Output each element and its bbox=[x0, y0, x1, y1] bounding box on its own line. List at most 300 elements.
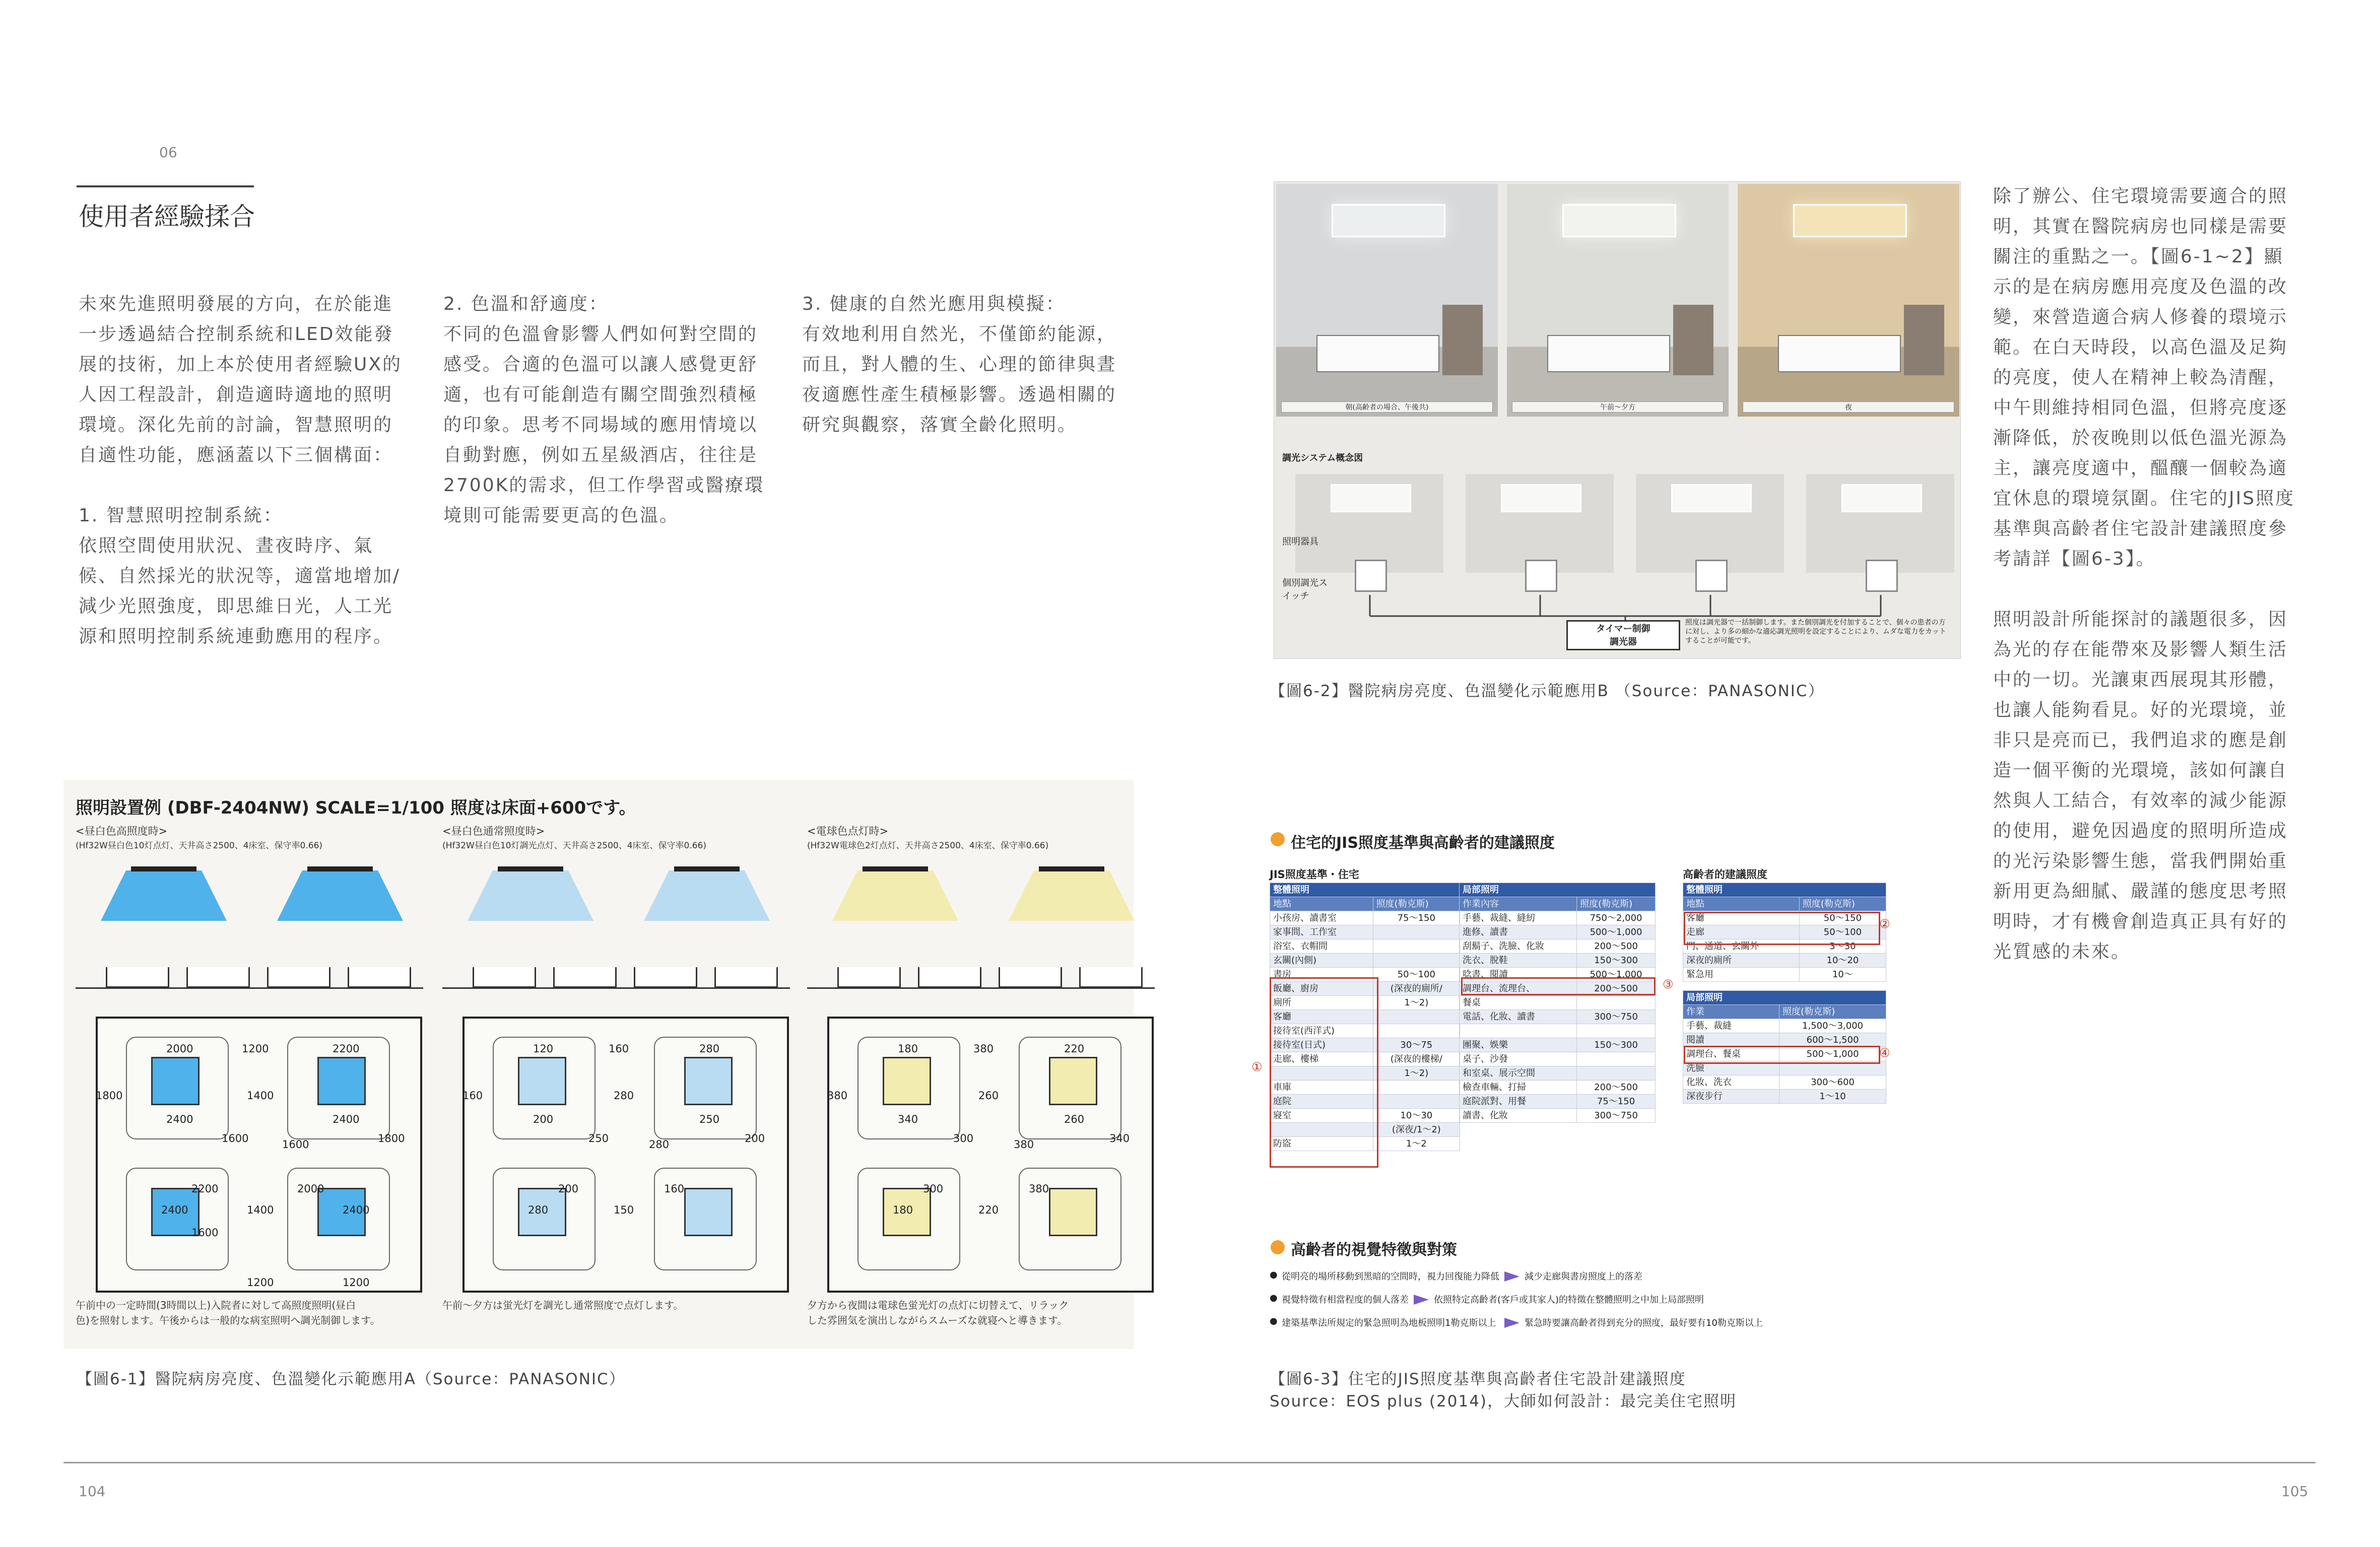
table-cell: 客廳 bbox=[1270, 1010, 1373, 1024]
lux-label: 1200 bbox=[343, 1276, 370, 1289]
column-header: 作業 bbox=[1683, 1005, 1779, 1019]
text-line: 不同的色溫會影響人們如何對空間的 bbox=[443, 324, 758, 345]
text-line: 自動對應，例如五星級酒店，往往是 bbox=[443, 445, 758, 465]
text-line: 依照空間使用狀況、晝夜時序、氣 bbox=[79, 535, 374, 556]
table-cell bbox=[1373, 1095, 1460, 1109]
elder-title: 高齡者的建議照度 bbox=[1683, 868, 1767, 881]
table-row bbox=[1460, 954, 1656, 968]
light-cone bbox=[1009, 870, 1135, 921]
table-cell: 團聚、娛樂 bbox=[1460, 1038, 1577, 1052]
figure-6-3-heading: 住宅的JIS照度基準與高齡者的建議照度 bbox=[1291, 834, 1555, 852]
lux-label: 1600 bbox=[222, 1132, 249, 1145]
bed-elevation bbox=[714, 967, 778, 988]
lux-label: 2400 bbox=[166, 1113, 193, 1125]
lux-label: 340 bbox=[898, 1113, 918, 1125]
table-cell: 餐桌 bbox=[1460, 996, 1577, 1010]
text-line: 光質感的未來。 bbox=[1993, 941, 2131, 962]
text-line: 感受。合適的色溫可以讓人感覺更舒 bbox=[443, 354, 758, 375]
table-cell: 3〜30 bbox=[1799, 939, 1886, 954]
table-cell: 300〜750 bbox=[1577, 1010, 1656, 1024]
figure-6-1-title: 照明設置例 (DBF-2404NW) SCALE=1/100 照度は床面+600です。 bbox=[76, 798, 636, 818]
section-number: 06 bbox=[159, 144, 177, 161]
column-header: 照度(勒克斯) bbox=[1779, 1005, 1886, 1019]
lux-label: 180 bbox=[898, 1043, 918, 1055]
table-row bbox=[1270, 954, 1460, 968]
table-cell: 300〜600 bbox=[1779, 1075, 1886, 1090]
table-row bbox=[1683, 1090, 1886, 1104]
marker-4: ④ bbox=[1879, 1046, 1890, 1060]
table-cell: 防盜 bbox=[1270, 1137, 1373, 1151]
light-fixture bbox=[498, 866, 563, 871]
text-line: 關注的重點之一。【圖6-1~2】顯 bbox=[1993, 246, 2284, 267]
table-cell: 75〜150 bbox=[1577, 1095, 1656, 1109]
table-cell: 500〜1,000 bbox=[1779, 1047, 1886, 1061]
table-cell: 200〜500 bbox=[1577, 982, 1656, 996]
lux-label: 160 bbox=[609, 1043, 629, 1055]
text-line: 有效地利用自然光，不僅節約能源， bbox=[802, 324, 1117, 345]
table-row bbox=[1460, 939, 1656, 954]
scene-note: 午前〜夕方は蛍光灯を調光し通常照度で点灯します。 bbox=[442, 1299, 684, 1311]
table-row bbox=[1270, 925, 1460, 939]
table-cell: 小孩房、讀書室 bbox=[1270, 911, 1373, 925]
figure-6-3 bbox=[1251, 830, 1890, 1354]
table-row bbox=[1683, 1019, 1886, 1033]
table-cell: 桌子、沙發 bbox=[1460, 1052, 1577, 1066]
column-header: 地點 bbox=[1683, 897, 1800, 911]
table-row bbox=[1270, 939, 1460, 954]
room-label: 午前〜夕方 bbox=[1512, 401, 1724, 413]
text-line: 的光污染影響生態，當我們開始重 bbox=[1993, 851, 2288, 871]
text-line: 變，來營造適合病人修養的環境示 bbox=[1993, 307, 2288, 327]
text-line: 的使用，避免因過度的照明所造成 bbox=[1993, 821, 2288, 841]
table-subheader bbox=[1460, 897, 1656, 911]
lux-label: 120 bbox=[533, 1043, 554, 1055]
bullet-solution: 減少走廊與書房照度上的落差 bbox=[1525, 1271, 1642, 1282]
text-line: 候、自然採光的狀況等，適當地增加/ bbox=[79, 566, 401, 586]
table-cell bbox=[1577, 1024, 1656, 1038]
table-cell: 深夜步行 bbox=[1683, 1090, 1779, 1104]
text-line: 適，也有可能創造有關空間強烈積極 bbox=[443, 384, 758, 405]
table-cell: 10〜20 bbox=[1799, 954, 1886, 968]
table-cell: 浴室、衣帽間 bbox=[1270, 939, 1373, 954]
table-cell: 深夜的廁所 bbox=[1683, 954, 1800, 968]
lux-label: 220 bbox=[1064, 1043, 1085, 1055]
figure-6-2-caption: 【圖6-2】醫院病房亮度、色溫變化示範應用B （Source：PANASONIC） bbox=[1270, 682, 1825, 700]
bed-elevation bbox=[553, 967, 617, 988]
floor-line bbox=[76, 987, 423, 989]
lux-label: 380 bbox=[1014, 1138, 1034, 1151]
text-line: 的亮度，使人在精神上較為清醒， bbox=[1993, 367, 2288, 388]
light-fixture bbox=[674, 866, 740, 871]
bullet-problem: 建築基準法所規定的緊急照明為地板照明1勒克斯以上 bbox=[1282, 1318, 1496, 1328]
heading2-bullet-icon bbox=[1271, 1240, 1285, 1254]
table-cell: 50〜100 bbox=[1799, 925, 1886, 939]
table-cell: 1〜10 bbox=[1779, 1090, 1886, 1104]
scene-note: した雰囲気を演出しながらスムーズな就寝へと導きます。 bbox=[807, 1314, 1068, 1326]
lux-label: 1400 bbox=[247, 1204, 274, 1216]
table-cell: 庭院 bbox=[1270, 1095, 1373, 1109]
table-cell: 1〜2) bbox=[1373, 1066, 1460, 1081]
table-cell: 飯廳、廚房 bbox=[1270, 982, 1373, 996]
table-cell: 玄關(內側) bbox=[1270, 954, 1373, 968]
table-row bbox=[1270, 911, 1460, 925]
table-cell: 300〜750 bbox=[1577, 1109, 1656, 1123]
table-row bbox=[1460, 1024, 1656, 1038]
bullet-problem: 視覺特徵有相當程度的個人落差 bbox=[1282, 1295, 1409, 1305]
table-header bbox=[1683, 883, 1886, 897]
table-cell bbox=[1460, 1024, 1577, 1038]
column-header: 地點 bbox=[1270, 897, 1373, 911]
text-line: 研究與觀察，落實全齡化照明。 bbox=[802, 415, 1078, 435]
table-header bbox=[1270, 883, 1460, 897]
lux-label: 2000 bbox=[297, 1183, 324, 1195]
table-row bbox=[1460, 1081, 1656, 1095]
scene-heading: <昼白色通常照度時> bbox=[442, 825, 545, 837]
text-line: 明，其實在醫院病房也同樣是需要 bbox=[1993, 216, 2288, 237]
marker-1: ① bbox=[1251, 1060, 1263, 1074]
table-row bbox=[1683, 954, 1886, 968]
scene-note: 午前中の一定時間(3時間以上)入院者に対して高照度照明(昼白 bbox=[76, 1299, 356, 1311]
text-line: 中午則維持相同色溫，但將亮度逐 bbox=[1993, 397, 2288, 418]
column-header: 照度(勒克斯) bbox=[1373, 897, 1460, 911]
table-cell: (深夜的廁所/ bbox=[1373, 982, 1460, 996]
text-line: 未來先進照明發展的方向，在於能進 bbox=[79, 294, 393, 314]
table-cell: 接待室(西洋式) bbox=[1270, 1024, 1373, 1038]
table-cell: 化妝、洗衣 bbox=[1683, 1075, 1779, 1090]
table-cell: 檢查車輛、打掃 bbox=[1460, 1081, 1577, 1095]
lux-label: 2400 bbox=[333, 1113, 360, 1125]
table-cell: 洗衣、脫鞋 bbox=[1460, 954, 1577, 968]
bullet-dot: ● bbox=[1270, 1316, 1278, 1326]
table-cell bbox=[1373, 939, 1460, 954]
table-cell: 10〜30 bbox=[1373, 1109, 1460, 1123]
text-line: 造一個平衡的光環境，該如何讓自 bbox=[1993, 760, 2288, 781]
page-number-right: 105 bbox=[2281, 1483, 2308, 1500]
table-cell: 車庫 bbox=[1270, 1081, 1373, 1095]
marker-2: ② bbox=[1879, 917, 1890, 931]
column-header: 照度(勒克斯) bbox=[1799, 897, 1886, 911]
table-cell: 調理台、流理台、 bbox=[1460, 982, 1577, 996]
table-cell: 讀書、化妝 bbox=[1460, 1109, 1577, 1123]
text-line: 基準與高齡者住宅設計建議照度參 bbox=[1993, 518, 2288, 539]
text-line: 主，讓亮度適中，醞釀一個較為適 bbox=[1993, 458, 2288, 479]
table-cell: 750〜2,000 bbox=[1577, 911, 1656, 925]
bullet-dot: ● bbox=[1270, 1293, 1278, 1303]
paragraph-gap bbox=[1993, 574, 2316, 604]
table-subheader bbox=[1683, 1005, 1886, 1019]
text-line: 範。在白天時段，以高色溫及足夠 bbox=[1993, 337, 2288, 358]
bed-elevation bbox=[106, 967, 169, 988]
text-line: 境則可能需要更高的色溫。 bbox=[443, 505, 680, 526]
table-cell: 調理台、餐桌 bbox=[1683, 1047, 1779, 1061]
light-cone bbox=[277, 870, 403, 921]
table-cell: 廁所 bbox=[1270, 996, 1373, 1010]
highlight-frame-4 bbox=[1684, 1046, 1880, 1064]
table-cell: 200〜500 bbox=[1577, 1081, 1656, 1095]
scene-heading: <昼白色高照度時> bbox=[76, 825, 168, 837]
table-cell: 75〜150 bbox=[1373, 911, 1460, 925]
text-line: 新用更為細膩、嚴謹的態度思考照 bbox=[1993, 881, 2288, 902]
bed-elevation bbox=[918, 967, 981, 988]
lux-label: 340 bbox=[1109, 1132, 1130, 1145]
scene-spec: (Hf32W昼白色10灯調光点灯、天井高さ2500、4床室、保守率0.66) bbox=[442, 841, 707, 851]
light-fixture bbox=[307, 866, 373, 871]
lux-label: 150 bbox=[614, 1204, 634, 1216]
text-line: 宜休息的環境氛圍。住宅的JIS照度 bbox=[1993, 488, 2295, 509]
lux-label: 200 bbox=[745, 1132, 765, 1145]
table-local-lighting bbox=[1459, 883, 1656, 1123]
table-subheader bbox=[1683, 897, 1886, 911]
lux-label: 220 bbox=[978, 1204, 999, 1216]
table-cell: 進修、讀書 bbox=[1460, 925, 1577, 939]
lux-label: 200 bbox=[533, 1113, 554, 1125]
table-cell: 手藝、裁縫 bbox=[1683, 1019, 1779, 1033]
table-cell: 接待室(日式) bbox=[1270, 1038, 1373, 1052]
light-cone bbox=[644, 870, 770, 921]
table-cell: 客廳 bbox=[1683, 911, 1800, 925]
timer-label: タイマー制御 bbox=[1596, 624, 1650, 634]
light-cone bbox=[832, 870, 958, 921]
lux-label: 1600 bbox=[191, 1227, 219, 1239]
jis-title: JIS照度基準・住宅 bbox=[1270, 868, 1359, 881]
figure-6-1-caption: 【圖6-1】醫院病房亮度、色溫變化示範應用A（Source：PANASONIC） bbox=[77, 1370, 626, 1388]
table-cell: 1〜2 bbox=[1373, 1137, 1460, 1151]
page-number-left: 104 bbox=[79, 1483, 106, 1500]
table-cell: 50〜100 bbox=[1373, 968, 1460, 982]
table-subheader bbox=[1270, 897, 1460, 911]
text-line: 夜適應性產生積極影響。透過相關的 bbox=[802, 384, 1117, 405]
text-line: 一步透過結合控制系統和LED效能發 bbox=[79, 324, 394, 345]
table-cell: 電話、化妝、讀書 bbox=[1460, 1010, 1577, 1024]
table-cell bbox=[1373, 925, 1460, 939]
text-line: 然與人工結合，有效率的減少能源 bbox=[1993, 790, 2288, 811]
bed-elevation bbox=[267, 967, 330, 988]
bed-elevation bbox=[348, 967, 411, 988]
text-line: 考請詳【圖6-3】。 bbox=[1993, 549, 2156, 569]
text-line: 照明設計所能探討的議題很多，因 bbox=[1993, 609, 2288, 630]
text-line: 1. 智慧照明控制系統： bbox=[79, 505, 283, 526]
table-row bbox=[1683, 968, 1886, 982]
light-fixture bbox=[863, 866, 928, 871]
lux-label: 180 bbox=[893, 1204, 913, 1216]
lux-label: 260 bbox=[1064, 1113, 1085, 1125]
text-column-1 bbox=[79, 289, 421, 652]
lux-label: 2200 bbox=[333, 1043, 360, 1055]
plan-bed bbox=[857, 1168, 960, 1270]
text-line: 明時，才有機會創造真正具有好的 bbox=[1993, 911, 2288, 932]
table-cell: 寢室 bbox=[1270, 1109, 1373, 1123]
table-header bbox=[1683, 991, 1886, 1005]
arrow-icon bbox=[1504, 1271, 1519, 1282]
table-cell: 500〜1,000 bbox=[1577, 925, 1656, 939]
table-cell bbox=[1373, 954, 1460, 968]
table-cell: 走廊、樓梯 bbox=[1270, 1052, 1373, 1066]
header-cell: 整體照明 bbox=[1270, 883, 1460, 897]
table-cell bbox=[1373, 1024, 1460, 1038]
bed-elevation bbox=[186, 967, 250, 988]
lux-label: 1200 bbox=[247, 1276, 274, 1289]
scene-note: 夕方から夜間は電球色蛍光灯の点灯に切替えて、リラック bbox=[807, 1299, 1069, 1311]
lux-label: 1400 bbox=[247, 1090, 274, 1102]
lux-label: 160 bbox=[462, 1090, 483, 1102]
table-row bbox=[1460, 1038, 1656, 1052]
marker-3: ③ bbox=[1663, 977, 1674, 991]
header-cell: 局部照明 bbox=[1460, 883, 1656, 897]
lux-label: 200 bbox=[558, 1183, 579, 1195]
table-cell bbox=[1373, 1010, 1460, 1024]
table-cell: 500〜1,000 bbox=[1577, 968, 1656, 982]
text-line: 的印象。思考不同場域的應用情境以 bbox=[443, 415, 758, 435]
dimmer-label: 調光器 bbox=[1610, 637, 1637, 647]
lux-label: 1800 bbox=[96, 1090, 123, 1102]
plan-bed bbox=[493, 1168, 596, 1270]
lux-label: 380 bbox=[1029, 1183, 1049, 1195]
text-line: 自適性功能，應涵蓋以下三個構面： bbox=[79, 445, 393, 465]
table-cell: (深夜/1〜2) bbox=[1373, 1123, 1460, 1137]
scene-heading: <電球色点灯時> bbox=[807, 825, 889, 837]
table-cell bbox=[1577, 1066, 1656, 1081]
text-column-4 bbox=[1993, 181, 2316, 967]
light-cone bbox=[101, 870, 227, 921]
table-row bbox=[1460, 1066, 1656, 1081]
light-fixture bbox=[131, 866, 196, 871]
table-cell: 150〜300 bbox=[1577, 954, 1656, 968]
figure-6-2 bbox=[1274, 181, 1961, 659]
table-cell: 1〜2) bbox=[1373, 996, 1460, 1010]
lux-label: 2000 bbox=[166, 1043, 193, 1055]
text-line: 為光的存在能帶來及影響人類生活 bbox=[1993, 639, 2288, 660]
column-header: 照度(勒克斯) bbox=[1577, 897, 1656, 911]
table-cell: 緊急用 bbox=[1683, 968, 1800, 982]
lux-label: 2200 bbox=[191, 1183, 219, 1195]
lux-label: 2400 bbox=[161, 1204, 188, 1216]
text-line: 展的技術，加上本於使用者經驗UX的 bbox=[79, 354, 403, 375]
table-cell: 30〜75 bbox=[1373, 1038, 1460, 1052]
text-line: 示的是在病房應用亮度及色溫的改 bbox=[1993, 277, 2288, 297]
light-cone bbox=[468, 870, 593, 921]
footer-rule bbox=[63, 1462, 2316, 1463]
table-cell: 門、通道、玄關外 bbox=[1683, 939, 1800, 954]
lux-label: 280 bbox=[614, 1090, 634, 1102]
lux-label: 2400 bbox=[343, 1204, 370, 1216]
bed-elevation bbox=[1079, 967, 1143, 988]
figure-6-3-caption: 【圖6-3】住宅的JIS照度基準與高齡者住宅設計建議照度 bbox=[1270, 1370, 1686, 1388]
table-row bbox=[1460, 996, 1656, 1010]
bullet-problem: 從明亮的場所移動到黑暗的空間時，視力回復能力降低 bbox=[1282, 1271, 1499, 1282]
text-line: 除了辦公、住宅環境需要適合的照 bbox=[1993, 186, 2288, 207]
floor-line bbox=[807, 987, 1155, 989]
table-row bbox=[1460, 925, 1656, 939]
table-row bbox=[1460, 1109, 1656, 1123]
table-row bbox=[1460, 1010, 1656, 1024]
table-cell: 600〜1,500 bbox=[1779, 1033, 1886, 1047]
text-line: 而且，對人體的生、心理的節律與晝 bbox=[802, 354, 1117, 375]
lux-label: 280 bbox=[699, 1043, 720, 1055]
header-cell: 整體照明 bbox=[1683, 883, 1886, 897]
scene-spec: (Hf32W昼白色10灯点灯、天井高さ2500、4床室、保守率0.66) bbox=[76, 841, 323, 851]
lux-label: 1200 bbox=[242, 1043, 269, 1055]
wiring-diagram bbox=[1274, 182, 1960, 658]
table-cell: 庭院派對、用餐 bbox=[1460, 1095, 1577, 1109]
text-column-3 bbox=[802, 289, 1145, 440]
lux-label: 300 bbox=[953, 1132, 974, 1145]
figure-6-3-source: Source：EOS plus (2014)，大師如何設計：最完美住宅照明 bbox=[1270, 1392, 1737, 1410]
text-line: 中的一切。光讓東西展現其形體， bbox=[1993, 669, 2288, 690]
table-cell: 和室桌、展示空間 bbox=[1460, 1066, 1577, 1081]
text-line: 3. 健康的自然光應用與模擬： bbox=[802, 294, 1066, 314]
lux-label: 380 bbox=[973, 1043, 994, 1055]
header-cell: 局部照明 bbox=[1683, 991, 1886, 1005]
text-line: 2700K的需求，但工作學習或醫療環 bbox=[443, 475, 765, 496]
text-line: 漸降低，於夜晚則以低色溫光源為 bbox=[1993, 428, 2288, 448]
text-line: 人因工程設計，創造適時適地的照明 bbox=[79, 384, 393, 405]
table-cell: 閱讀 bbox=[1683, 1033, 1779, 1047]
column-header: 作業內容 bbox=[1460, 897, 1577, 911]
lux-label: 280 bbox=[649, 1138, 670, 1151]
highlight-frame-3 bbox=[1461, 977, 1656, 995]
room-label: 夜 bbox=[1743, 401, 1954, 413]
text-column-2 bbox=[443, 289, 786, 531]
table-cell: 家事間、工作室 bbox=[1270, 925, 1373, 939]
table-cell: 唸書、閱讀 bbox=[1460, 968, 1577, 982]
table-header bbox=[1460, 883, 1656, 897]
heading-bullet-icon bbox=[1271, 832, 1285, 846]
lux-label: 380 bbox=[827, 1090, 848, 1102]
lux-label: 280 bbox=[528, 1204, 549, 1216]
bed-elevation bbox=[473, 967, 536, 988]
text-line: 也讓人能夠看見。好的光環境，並 bbox=[1993, 700, 2288, 720]
table-cell: 刮鬍子、洗臉、化妝 bbox=[1460, 939, 1577, 954]
diagram-note: 照度は調光器で一括制御します。また個別調光を付加することで、個々の患者の方に対し、より多の細かな適応調光照明を設定することにより、ムダな電力をカットすることが可能です。 bbox=[1685, 619, 1946, 645]
table-cell bbox=[1373, 1081, 1460, 1095]
lux-label: 1800 bbox=[378, 1132, 405, 1145]
table-cell: (深夜的樓梯/ bbox=[1373, 1052, 1460, 1066]
figure-6-1 bbox=[63, 780, 1134, 1349]
table-row bbox=[1460, 1095, 1656, 1109]
bullet-solution: 依照特定高齡者(客戶或其家人)的特徵在整體照明之中加上局部照明 bbox=[1434, 1295, 1704, 1305]
lux-label: 300 bbox=[923, 1183, 944, 1195]
table-cell: 150〜300 bbox=[1577, 1038, 1656, 1052]
highlight-frame-2 bbox=[1684, 912, 1880, 945]
bed-elevation bbox=[999, 967, 1062, 988]
table-row bbox=[1683, 1033, 1886, 1047]
lux-label: 160 bbox=[664, 1183, 685, 1195]
text-line: 環境。深化先前的討論，智慧照明的 bbox=[79, 415, 393, 435]
lux-label: 250 bbox=[699, 1113, 720, 1125]
table-cell: 書房 bbox=[1270, 968, 1373, 982]
table-cell bbox=[1577, 1052, 1656, 1066]
table-cell: 走廊 bbox=[1683, 925, 1800, 939]
highlight-frame-1 bbox=[1270, 977, 1378, 1168]
text-line: 源和照明控制系統連動應用的程序。 bbox=[79, 626, 393, 647]
table-cell: 洗臉 bbox=[1683, 1061, 1779, 1075]
bullet-solution: 緊急時要讓高齡者得到充分的照度，最好要有10勒克斯以上 bbox=[1525, 1318, 1763, 1328]
bed-elevation bbox=[837, 967, 901, 988]
table-row bbox=[1460, 1052, 1656, 1066]
light-fixture bbox=[1039, 866, 1104, 871]
diagram-title: 調光システム概念図 bbox=[1282, 453, 1363, 463]
lux-label: 260 bbox=[978, 1090, 999, 1102]
arrow-icon bbox=[1504, 1318, 1519, 1328]
table-cell: 200〜500 bbox=[1577, 939, 1656, 954]
floor-line bbox=[442, 987, 790, 989]
scene-spec: (Hf32W電球色2灯点灯、天井高さ2500、4床室、保守率0.66) bbox=[807, 841, 1049, 851]
bullet-dot: ● bbox=[1270, 1269, 1278, 1280]
text-line: 2. 色溫和舒適度： bbox=[443, 294, 609, 314]
text-line: 非只是亮而已，我們追求的應是創 bbox=[1993, 730, 2288, 751]
table-row bbox=[1460, 911, 1656, 925]
lux-label: 250 bbox=[588, 1132, 609, 1145]
